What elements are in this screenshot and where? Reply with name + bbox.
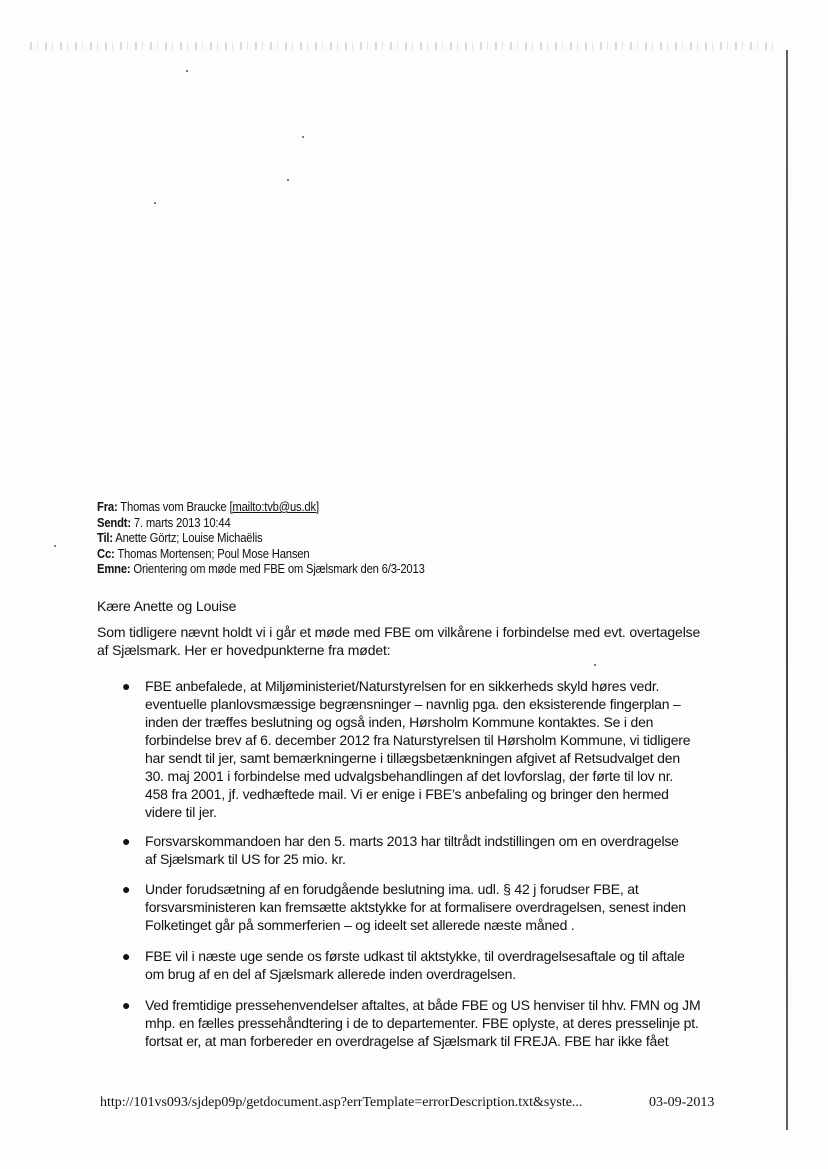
bullet-line: FBE anbefalede, at Miljøministeriet/Naturstyrelsen for en sikkerheds skyld høres vedr. [145,678,660,694]
bullet-line: eventuelle planlovsmæssige begrænsninger – navnlig pga. den eksisterende fingerplan – [145,696,681,712]
bullet-line: har sendt til jer, samt bemærkningerne i tillægsbetænkningen afgivet af Retsudvalget den [145,750,680,766]
bullet-line: videre til jer. [145,804,217,820]
bullet-text [145,880,686,934]
bullet-line: forbindelse brev af 6. december 2012 fra Naturstyrelsen til Hørsholm Kommune, vi tidligere [145,732,691,748]
scan-speck [154,202,156,204]
intro-paragraph [97,623,717,659]
sent-label: Sendt: [97,515,131,530]
scan-speck [54,545,56,547]
from-email-link[interactable]: [mailto:tvb@us.dk] [229,500,319,514]
email-header [97,500,425,578]
scan-noise [30,42,780,50]
scan-speck [186,70,188,72]
bullet-text [145,947,685,983]
to-label: Til: [97,531,113,545]
intro-line: af Sjælsmark. Her er hovedpunkterne fra mødet: [97,642,391,658]
bullet-icon: ● [122,997,131,1013]
bullet-icon: ● [122,948,131,964]
bullet-icon: ● [122,833,131,849]
bullet-line: forsvarsministeren kan fremsætte aktstykke for at formalisere overdragelsen, senest inden [145,899,686,915]
bullet-line: 458 fra 2001, jf. vedhæftede mail. Vi er enige i FBE’s anbefaling og bringer den hermed [145,786,669,802]
scan-speck [287,179,289,181]
bullet-line: mhp. en fælles pressehåndtering i de to departementer. FBE oplyste, at deres presselinje pt. [145,1015,699,1031]
footer-url: http://101vs093/sjdep09p/getdocument.asp?errTemplate=errorDescription.txt&syste... [100,1095,583,1110]
bullet-line: om brug af en del af Sjælsmark allerede inden overdragelsen. [145,966,516,982]
subject-line [97,562,425,578]
bullet-line: 30. maj 2001 i forbindelse med udvalgsbehandlingen af det lovforslag, der førte til lov nr. [145,768,674,784]
bullet-text [145,677,690,821]
bullet-line: inden der træffes beslutning og også inden, Hørsholm Kommune kontaktes. Se i den [145,714,654,730]
subject-value: Orientering om møde med FBE om Sjælsmark den 6/3-2013 [133,562,425,576]
from-label: Fra: [97,500,118,514]
bullet-text [145,996,700,1050]
to-value: Anette Görtz; Louise Michaëlis [115,531,263,545]
cc-label: Cc: [97,546,115,561]
bullet-line: Ved fremtidige pressehenvendelser aftaltes, at både FBE og US henviser til hhv. FMN og JM [145,997,701,1013]
bullet-icon: ● [122,881,131,897]
scan-edge-line [786,50,788,1130]
bullet-icon: ● [122,678,131,694]
bullet-line: FBE vil i næste uge sende os første udkast til aktstykke, til overdragelsesaftale og til aftale [145,948,685,964]
scan-speck [594,664,596,666]
bullet-line: Under forudsætning af en forudgående beslutning ima. udl. § 42 j forudser FBE, at [145,881,639,897]
bullet-line: fortsat er, at man forbereder en overdragelse af Sjælsmark til FREJA. FBE har ikke fået [145,1033,669,1049]
intro-line: Som tidligere nævnt holdt vi i går et møde med FBE om vilkårene i forbindelse med evt. overtagelse [97,624,701,640]
bullet-text [145,832,679,868]
greeting: Kære Anette og Louise [97,598,237,614]
bullet-line: af Sjælsmark til US for 25 mio. kr. [145,851,346,867]
to-line [97,531,425,547]
sent-value: 7. marts 2013 10:44 [133,515,231,530]
subject-label: Emne: [97,562,131,576]
cc-line [97,547,425,563]
from-line [97,500,425,516]
sent-line [97,516,425,532]
scan-speck [302,136,304,138]
cc-value: Thomas Mortensen; Poul Mose Hansen [117,546,310,561]
bullet-line: Folketinget går på sommerferien – og ideelt set allerede næste måned . [145,917,575,933]
footer-date: 03-09-2013 [649,1095,715,1110]
bullet-line: Forsvarskommandoen har den 5. marts 2013 har tiltrådt indstillingen om en overdragelse [145,833,679,849]
from-name: Thomas vom Braucke [120,500,227,514]
